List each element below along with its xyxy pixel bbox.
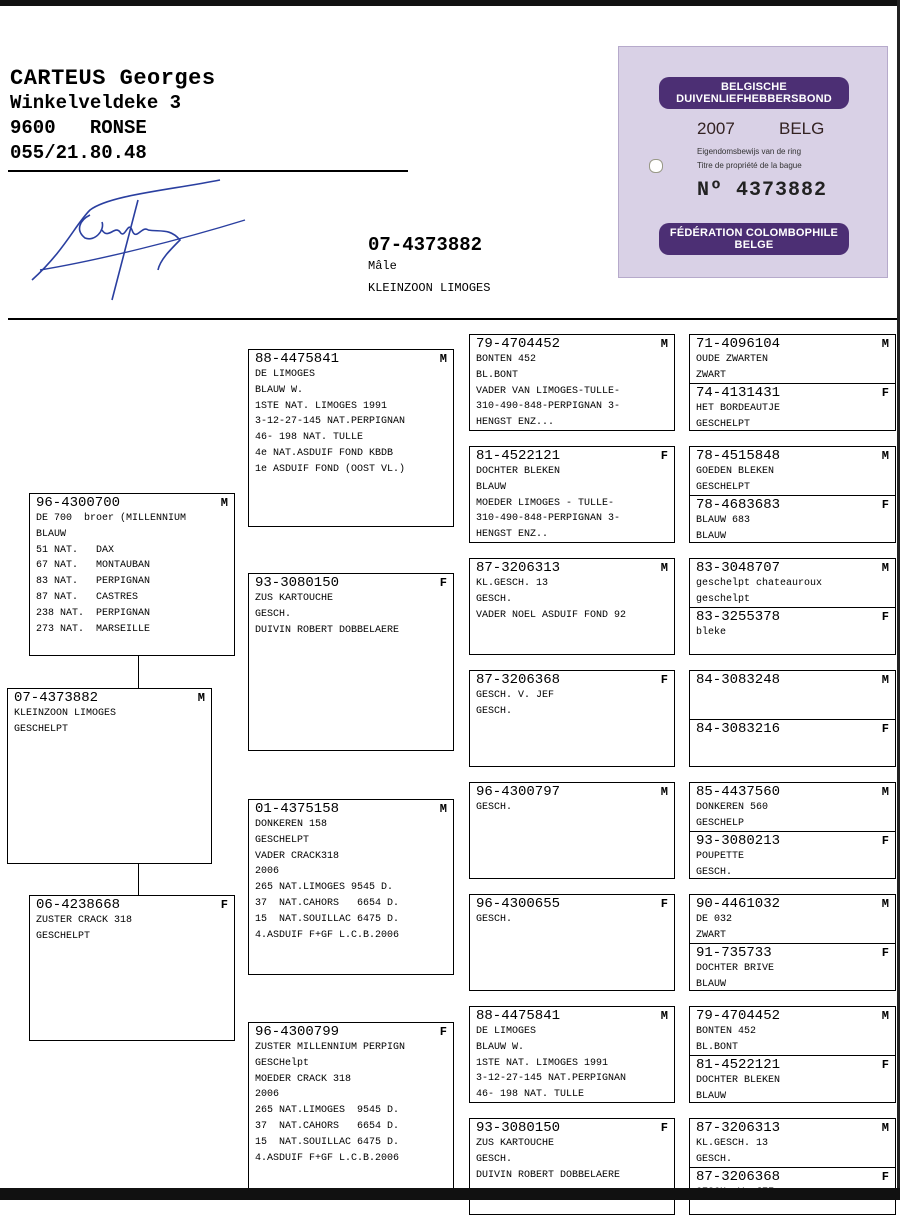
pedigree-box-gen3	[469, 782, 675, 879]
bird-detail-line: ZUSTER MILLENNIUM PERPIGN	[255, 1042, 406, 1053]
pedigree-box-gen3	[469, 334, 675, 431]
bird-detail-line: GESCH.	[476, 1153, 513, 1165]
sex-marker: F	[660, 897, 668, 911]
ring-number: 81-4522121	[476, 448, 561, 464]
bird-header	[696, 385, 889, 401]
bird-header	[696, 896, 889, 912]
gen4-sire	[690, 1007, 895, 1055]
ring-number: 84-3083216	[696, 721, 781, 737]
bird-detail-line: 15 NAT.SOUILLAC 6475 D.	[255, 913, 400, 925]
pedigree-box-gen4-pair	[689, 334, 896, 431]
sex-marker: F	[881, 946, 889, 960]
ring-number: 87-3206313	[696, 1120, 781, 1136]
bird-detail-line: 310-490-848-PERPIGNAN 3-	[476, 401, 621, 413]
gen4-sire	[690, 559, 895, 607]
gen4-sire	[690, 671, 895, 719]
gen4-dam	[690, 383, 895, 431]
bird-detail-line: GESCHELPT	[14, 723, 69, 735]
sex-marker: M	[881, 673, 889, 687]
pedigree-box-root	[7, 688, 212, 864]
bird-header	[476, 1008, 668, 1024]
bird-detail-line: BLAUW W.	[476, 1041, 525, 1053]
ring-number: 87-3206368	[476, 672, 561, 688]
bird-detail-line: VADER CRACK318	[255, 850, 340, 862]
sex-marker: F	[220, 898, 228, 912]
bird-detail-line: DE 700 broer (MILLENNIUM	[36, 513, 187, 524]
pedigree-box-ds	[248, 799, 454, 975]
bird-detail-line: BL.BONT	[696, 1041, 739, 1053]
sex-marker: F	[881, 386, 889, 400]
pedigree-box-gen4-pair	[689, 782, 896, 879]
bird-detail-line: 3-12-27-145 NAT.PERPIGNAN	[476, 1073, 627, 1085]
bird-detail-line: BLAUW	[696, 1090, 727, 1102]
bird-detail-line: 1e ASDUIF FOND (OOST VL.)	[255, 463, 406, 475]
certificate-bottom-banner: FÉDÉRATION COLOMBOPHILE BELGE	[659, 223, 849, 255]
ring-number: 96-4300799	[255, 1024, 340, 1040]
bird-detail-line: GESCHELP	[696, 817, 745, 829]
bird-detail-line: 87 NAT. CASTRES	[36, 591, 139, 603]
bird-header	[36, 495, 228, 511]
bird-header	[255, 351, 447, 367]
ring-number: 91-735733	[696, 945, 772, 961]
bird-header	[696, 721, 889, 737]
bird-detail-line: KL.GESCH. 13	[476, 578, 549, 589]
pedigree-box-gen4-pair	[689, 446, 896, 543]
ring-number: 74-4131431	[696, 385, 781, 401]
bird-detail-line: BONTEN 452	[696, 1026, 757, 1037]
certificate-line-nl: Eigendomsbewijs van de ring	[697, 147, 802, 156]
bird-detail-line: GESCHELPT	[696, 481, 751, 493]
connector-line	[138, 655, 139, 688]
sex-marker: F	[439, 576, 447, 590]
bird-detail-line: HENGST ENZ...	[476, 417, 555, 429]
sex-marker: M	[660, 1009, 668, 1023]
ring-number: 79-4704452	[696, 1008, 781, 1024]
bird-detail-line: BLAUW 683	[696, 515, 751, 526]
bird-detail-line: BL.BONT	[476, 369, 519, 381]
bird-detail-line: GOEDEN BLEKEN	[696, 466, 775, 477]
bird-header	[476, 672, 668, 688]
ring-number: 88-4475841	[476, 1008, 561, 1024]
gen4-sire	[690, 895, 895, 943]
bird-header	[696, 833, 889, 849]
bird-detail-line: 1STE NAT. LIMOGES 1991	[476, 1057, 609, 1069]
ring-number: 81-4522121	[696, 1057, 781, 1073]
bird-header	[14, 690, 205, 706]
sex-marker: F	[660, 673, 668, 687]
certificate-year: 2007	[697, 119, 735, 138]
bird-header	[476, 1120, 668, 1136]
sex-marker: F	[881, 722, 889, 736]
bird-header	[36, 897, 228, 913]
ring-number: 93-3080213	[696, 833, 781, 849]
pedigree-box-gen3	[469, 1118, 675, 1215]
bird-detail-line: 1STE NAT. LIMOGES 1991	[255, 400, 388, 412]
bird-detail-line: GESCH.	[476, 705, 513, 717]
sex-marker: M	[197, 691, 205, 705]
bird-detail-line: geschelpt	[696, 593, 751, 605]
certificate-top-banner: BELGISCHE DUIVENLIEFHEBBERSBOND	[659, 77, 849, 109]
bird-detail-line: DOCHTER BLEKEN	[696, 1075, 781, 1086]
bird-detail-line: 15 NAT.SOUILLAC 6475 D.	[255, 1136, 400, 1148]
bird-detail-line: DUIVIN ROBERT DOBBELAERE	[255, 624, 400, 636]
bird-detail-line: KL.GESCH. 13	[696, 1138, 769, 1149]
certificate-line-fr: Titre de propriété de la bague	[697, 161, 802, 170]
ring-number: 06-4238668	[36, 897, 121, 913]
owner-phone: 055/21.80.48	[10, 142, 147, 164]
ring-number: 87-3206368	[696, 1169, 781, 1185]
bird-detail-line: DUIVIN ROBERT DOBBELAERE	[476, 1169, 621, 1181]
sex-marker: M	[220, 496, 228, 510]
subject-ring: 07-4373882	[368, 234, 483, 256]
bird-header	[476, 560, 668, 576]
bird-header	[696, 945, 889, 961]
bird-header	[255, 1024, 447, 1040]
bird-detail-line: 83 NAT. PERPIGNAN	[36, 576, 151, 588]
bird-detail-line: GESCH.	[696, 1153, 733, 1165]
bird-detail-line: BONTEN 452	[476, 354, 537, 365]
bird-detail-line: DONKEREN 158	[255, 819, 328, 830]
ring-certificate	[618, 46, 888, 278]
bird-detail-line: ZWART	[696, 369, 727, 381]
bird-detail-line: 37 NAT.CAHORS 6654 D.	[255, 897, 400, 909]
pedigree-box-gen3	[469, 1006, 675, 1103]
ring-number: 87-3206313	[476, 560, 561, 576]
bird-detail-line: 67 NAT. MONTAUBAN	[36, 560, 151, 572]
sex-marker: F	[881, 834, 889, 848]
bird-detail-line: ZWART	[696, 929, 727, 941]
ring-number: 83-3255378	[696, 609, 781, 625]
sex-marker: F	[881, 498, 889, 512]
bird-detail-line: HET BORDEAUTJE	[696, 403, 781, 414]
bird-header	[696, 560, 889, 576]
bird-detail-line: GESCH. V. JEF	[476, 690, 555, 701]
gen4-dam	[690, 943, 895, 991]
pedigree-box-gen4-pair	[689, 1006, 896, 1103]
bird-header	[696, 1057, 889, 1073]
bird-detail-line: 46- 198 NAT. TULLE	[476, 1089, 585, 1101]
gen4-dam	[690, 1055, 895, 1103]
bird-detail-line: GESCH.	[476, 802, 513, 813]
bird-header	[696, 336, 889, 352]
pedigree-box-gen3	[469, 446, 675, 543]
ring-number: 93-3080150	[476, 1120, 561, 1136]
bird-detail-line: DE 032	[696, 914, 733, 925]
bird-detail-line: 51 NAT. DAX	[36, 544, 115, 556]
bird-detail-line: 37 NAT.CAHORS 6654 D.	[255, 1120, 400, 1132]
bird-detail-line: DE LIMOGES	[476, 1026, 537, 1037]
pedigree-box-gen3	[469, 894, 675, 991]
sex-marker: F	[881, 1170, 889, 1184]
bird-detail-line: VADER NOEL ASDUIF FOND 92	[476, 609, 627, 621]
ring-number: 79-4704452	[476, 336, 561, 352]
gen4-dam	[690, 831, 895, 879]
bird-detail-line: GESCH.	[255, 608, 292, 620]
ring-number: 90-4461032	[696, 896, 781, 912]
gen4-sire	[690, 335, 895, 383]
gen4-dam	[690, 495, 895, 543]
sex-marker: F	[881, 1058, 889, 1072]
bird-detail-line: 4.ASDUIF F+GF L.C.B.2006	[255, 929, 400, 941]
ring-number: 78-4515848	[696, 448, 781, 464]
sex-marker: F	[660, 1121, 668, 1135]
sex-marker: M	[439, 802, 447, 816]
bird-detail-line: 4e NAT.ASDUIF FOND KBDB	[255, 447, 394, 459]
bird-detail-line: MOEDER LIMOGES - TULLE-	[476, 497, 615, 509]
owner-name: CARTEUS Georges	[10, 66, 216, 91]
bird-detail-line: ZUSTER CRACK 318	[36, 915, 133, 926]
bottom-border	[0, 1188, 900, 1200]
pedigree-box-dd	[248, 1022, 454, 1190]
bird-detail-line: DONKEREN 560	[696, 802, 769, 813]
bird-header	[476, 896, 668, 912]
sex-marker: M	[660, 337, 668, 351]
bird-detail-line: DOCHTER BRIVE	[696, 963, 775, 974]
sex-marker: F	[660, 449, 668, 463]
bird-detail-line: DE LIMOGES	[255, 369, 316, 380]
pedigree-box-sire	[29, 493, 235, 656]
ring-number: 01-4375158	[255, 801, 340, 817]
signature-image	[20, 170, 250, 310]
ring-number: 83-3048707	[696, 560, 781, 576]
bird-header	[696, 1169, 889, 1185]
ring-number: 96-4300655	[476, 896, 561, 912]
owner-street: Winkelveldeke 3	[10, 92, 182, 114]
bird-header	[696, 448, 889, 464]
bird-detail-line: BLAUW	[36, 528, 67, 540]
bird-header	[696, 784, 889, 800]
bird-detail-line: 238 NAT. PERPIGNAN	[36, 607, 151, 619]
certificate-number: Nº 4373882	[697, 179, 828, 202]
bird-detail-line: DOCHTER BLEKEN	[476, 466, 561, 477]
bird-detail-line: VADER VAN LIMOGES-TULLE-	[476, 385, 621, 397]
bird-detail-line: BLAUW	[696, 530, 727, 542]
ring-number: 96-4300700	[36, 495, 121, 511]
bird-detail-line: geschelpt chateauroux	[696, 578, 823, 589]
ring-number: 96-4300797	[476, 784, 561, 800]
bird-detail-line: 310-490-848-PERPIGNAN 3-	[476, 513, 621, 525]
bird-header	[255, 575, 447, 591]
pedigree-box-gen4-pair	[689, 670, 896, 767]
sex-marker: M	[881, 785, 889, 799]
sex-marker: F	[439, 1025, 447, 1039]
ring-number: 88-4475841	[255, 351, 340, 367]
bird-detail-line: 273 NAT. MARSEILLE	[36, 623, 151, 635]
owner-address	[10, 66, 216, 166]
bird-detail-line: GESCHELPT	[255, 834, 310, 846]
bird-header	[476, 336, 668, 352]
bird-detail-line: 46- 198 NAT. TULLE	[255, 432, 364, 444]
sex-marker: F	[881, 610, 889, 624]
pedigree-box-dam	[29, 895, 235, 1041]
bird-detail-line: OUDE ZWARTEN	[696, 354, 769, 365]
gen4-sire	[690, 783, 895, 831]
connector-line	[138, 863, 139, 896]
owner-city: 9600 RONSE	[10, 117, 147, 139]
pedigree-box-gen4-pair	[689, 558, 896, 655]
bird-detail-line: BLAUW W.	[255, 384, 304, 396]
ring-number: 85-4437560	[696, 784, 781, 800]
sex-marker: M	[881, 449, 889, 463]
bird-detail-line: 3-12-27-145 NAT.PERPIGNAN	[255, 416, 406, 428]
sex-marker: M	[439, 352, 447, 366]
bird-detail-line: GESCH.	[476, 914, 513, 925]
sex-marker: M	[660, 561, 668, 575]
bird-header	[696, 609, 889, 625]
bird-detail-line: bleke	[696, 627, 727, 638]
certificate-country: BELG	[779, 119, 825, 138]
bird-detail-line: KLEINZOON LIMOGES	[14, 708, 117, 719]
bird-detail-line: GESCH.	[696, 866, 733, 878]
bird-detail-line: 2006	[255, 1089, 280, 1101]
punch-hole	[649, 159, 663, 173]
ring-number: 07-4373882	[14, 690, 99, 706]
bird-detail-line: MOEDER CRACK 318	[255, 1073, 352, 1085]
bird-header	[255, 801, 447, 817]
pedigree-box-gen3	[469, 670, 675, 767]
ring-number: 93-3080150	[255, 575, 340, 591]
pedigree-box-gen4-pair	[689, 1118, 896, 1215]
bird-header	[476, 448, 668, 464]
bird-detail-line: 2006	[255, 866, 280, 878]
gen4-dam	[690, 719, 895, 767]
bird-detail-line: 4.ASDUIF F+GF L.C.B.2006	[255, 1152, 400, 1164]
pedigree-box-sd	[248, 573, 454, 751]
bird-detail-line: BLAUW	[696, 978, 727, 990]
gen4-sire	[690, 447, 895, 495]
bird-detail-line: GESCHelpt	[255, 1057, 310, 1069]
bird-header	[696, 1120, 889, 1136]
sex-marker: M	[881, 337, 889, 351]
sex-marker: M	[881, 897, 889, 911]
pedigree-box-ss	[248, 349, 454, 527]
bird-header	[696, 672, 889, 688]
header-separator	[8, 318, 900, 320]
top-border	[0, 0, 900, 6]
bird-header	[476, 784, 668, 800]
bird-header	[696, 497, 889, 513]
bird-detail-line: POUPETTE	[696, 851, 745, 862]
bird-detail-line: 265 NAT.LIMOGES 9545 D.	[255, 882, 394, 894]
sex-marker: M	[881, 1009, 889, 1023]
sex-marker: M	[881, 561, 889, 575]
bird-detail-line: HENGST ENZ..	[476, 529, 549, 541]
subject-name: KLEINZOON LIMOGES	[368, 281, 491, 295]
gen4-dam	[690, 607, 895, 655]
ring-number: 84-3083248	[696, 672, 781, 688]
bird-detail-line: BLAUW	[476, 481, 507, 493]
pedigree-box-gen4-pair	[689, 894, 896, 991]
sex-marker: M	[660, 785, 668, 799]
ring-number: 71-4096104	[696, 336, 781, 352]
bird-header	[696, 1008, 889, 1024]
bird-detail-line: 265 NAT.LIMOGES 9545 D.	[255, 1105, 400, 1117]
bird-detail-line: ZUS KARTOUCHE	[476, 1138, 555, 1149]
gen4-sire	[690, 1119, 895, 1167]
bird-detail-line: ZUS KARTOUCHE	[255, 593, 334, 604]
ring-number: 78-4683683	[696, 497, 781, 513]
pedigree-box-gen3	[469, 558, 675, 655]
bird-detail-line: GESCH.	[476, 593, 513, 605]
sex-marker: M	[881, 1121, 889, 1135]
subject-sex: Mâle	[368, 259, 397, 273]
bird-detail-line: GESCHELPT	[696, 418, 751, 430]
bird-detail-line: GESCHELPT	[36, 930, 91, 942]
